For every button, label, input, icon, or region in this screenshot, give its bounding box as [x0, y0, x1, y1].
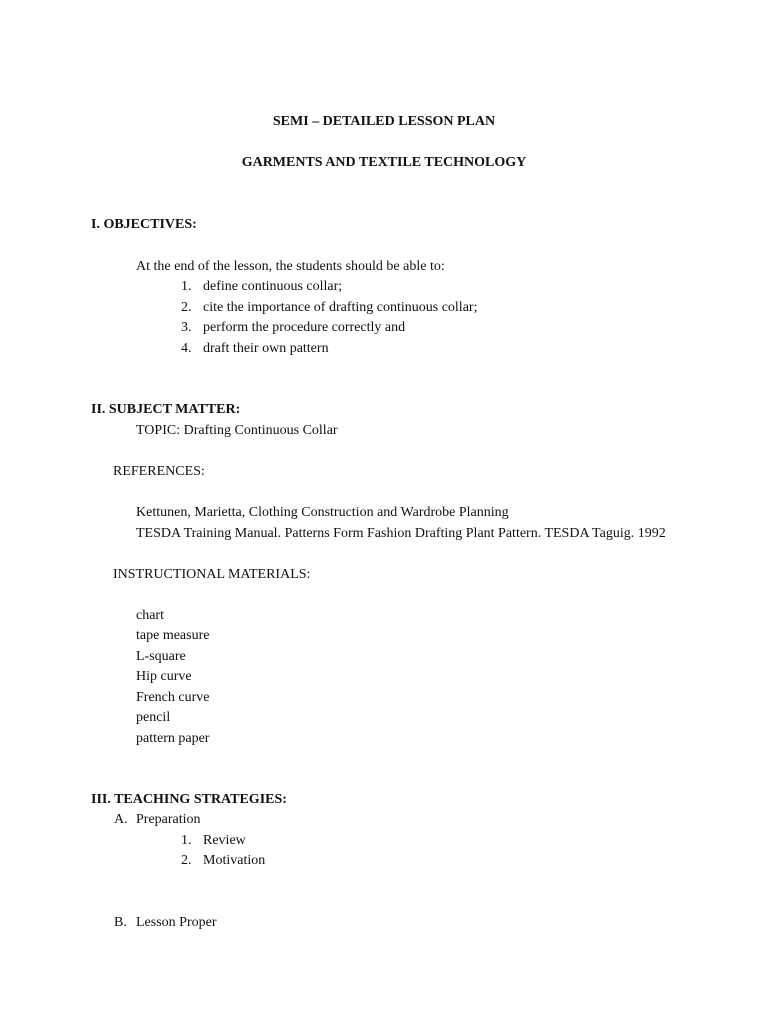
- references-label: REFERENCES:: [113, 464, 205, 479]
- preparation-label: Preparation: [136, 812, 201, 827]
- material-item: chart: [136, 608, 164, 623]
- objective-number: 2.: [181, 300, 192, 315]
- material-item: Hip curve: [136, 669, 192, 684]
- lesson-proper-label: Lesson Proper: [136, 915, 217, 930]
- material-item: tape measure: [136, 628, 210, 643]
- section-letter: B.: [114, 915, 127, 930]
- objective-number: 3.: [181, 320, 192, 335]
- objectives-intro: At the end of the lesson, the students should be able to:: [136, 259, 445, 274]
- objective-number: 4.: [181, 341, 192, 356]
- material-item: pencil: [136, 710, 171, 725]
- subject-matter-heading: II. SUBJECT MATTER:: [91, 402, 241, 417]
- material-item: L-square: [136, 649, 186, 664]
- preparation-number: 2.: [181, 853, 192, 868]
- objective-item: cite the importance of drafting continuous collar;: [203, 300, 478, 315]
- preparation-item: Review: [203, 833, 246, 848]
- preparation-item: Motivation: [203, 853, 266, 868]
- document-subtitle: GARMENTS AND TEXTILE TECHNOLOGY: [241, 155, 527, 170]
- strategies-heading: III. TEACHING STRATEGIES:: [91, 792, 287, 807]
- objective-number: 1.: [181, 279, 192, 294]
- reference-item: TESDA Training Manual. Patterns Form Fashion Drafting Plant Pattern. TESDA Taguig. 1992: [136, 526, 666, 541]
- section-letter: A.: [114, 812, 128, 827]
- material-item: pattern paper: [136, 731, 210, 746]
- topic-line: TOPIC: Drafting Continuous Collar: [136, 423, 338, 438]
- document-title: SEMI – DETAILED LESSON PLAN: [272, 114, 496, 129]
- objectives-heading: I. OBJECTIVES:: [91, 217, 197, 232]
- objective-item: define continuous collar;: [203, 279, 343, 294]
- objective-item: perform the procedure correctly and: [203, 320, 406, 335]
- objective-item: draft their own pattern: [203, 341, 329, 356]
- material-item: French curve: [136, 690, 210, 705]
- reference-item: Kettunen, Marietta, Clothing Construction and Wardrobe Planning: [136, 505, 509, 520]
- preparation-number: 1.: [181, 833, 192, 848]
- materials-label: INSTRUCTIONAL MATERIALS:: [113, 567, 311, 582]
